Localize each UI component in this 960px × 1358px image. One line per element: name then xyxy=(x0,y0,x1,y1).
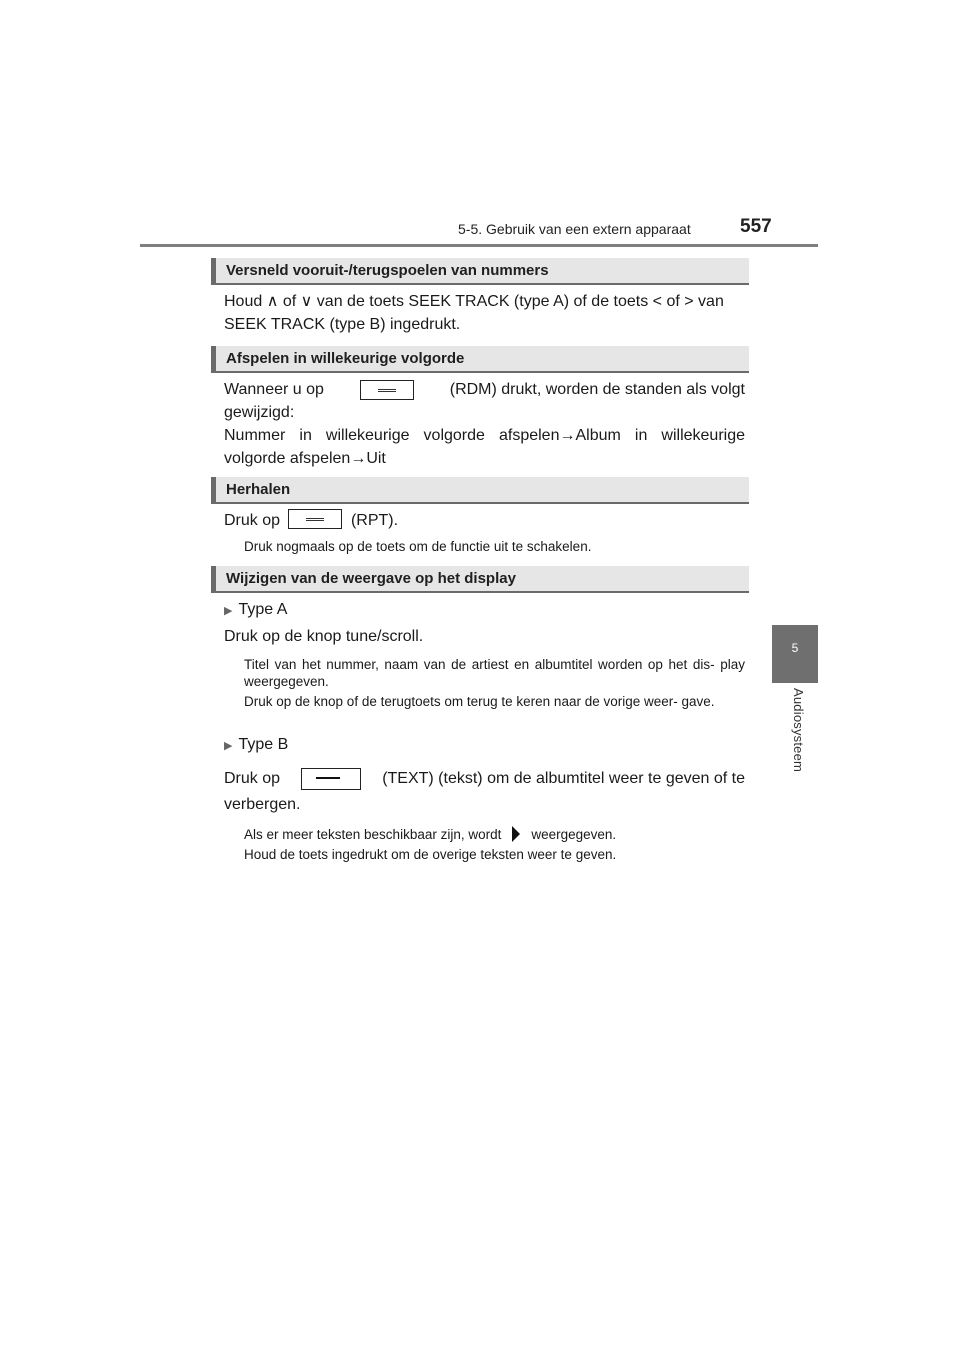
section-header-display xyxy=(211,566,749,593)
paragraph-fast-forward xyxy=(224,290,745,336)
text-line: Nummer in willekeurige volgorde afspelen→Album in willekeurige xyxy=(224,427,745,444)
chapter-label: Audiosysteem xyxy=(791,688,806,773)
text-segment: weergegeven. xyxy=(531,827,617,842)
text-segment: Druk op xyxy=(224,770,281,787)
text-segment: (TEXT) (tekst) om de albumtitel weer te geven of te xyxy=(382,770,745,787)
paragraph-random xyxy=(224,378,745,470)
text-line: Houd ∧ of ∨ van de toets SEEK TRACK (type A) of de toets < of > van xyxy=(224,293,724,310)
note-hold-button: Houd de toets ingedrukt om de overige teksten weer te geven. xyxy=(244,847,617,862)
text-segment: Als er meer teksten beschikbaar zijn, wordt xyxy=(244,827,502,842)
text-line: gewijzigd: xyxy=(224,404,295,421)
text-segment: Wanneer u op xyxy=(224,381,324,398)
section-title: Herhalen xyxy=(226,481,291,498)
page-number: 557 xyxy=(740,216,772,237)
section-title: Wijzigen van de weergave op het display xyxy=(226,570,516,587)
type-a-note-1: Titel van het nummer, naam van de artiest en albumtitel worden op het dis- play weergegeven. xyxy=(244,657,745,689)
section-header-fast-forward xyxy=(211,258,749,285)
triangle-bullet-icon: ▶ xyxy=(224,740,233,752)
rdm-button-icon xyxy=(360,380,414,400)
text-line: volgorde afspelen→Uit xyxy=(224,450,386,467)
type-a-note-2: Druk op de knop of de terugtoets om terug te keren naar de vorige weer- gave. xyxy=(244,694,715,709)
header-divider xyxy=(140,244,818,247)
text-button-icon xyxy=(301,768,361,790)
paragraph-text-button xyxy=(224,767,745,816)
text-segment: Druk op xyxy=(224,512,281,529)
note-more-text xyxy=(244,824,745,844)
text-line: SEEK TRACK (type B) ingedrukt. xyxy=(224,316,461,333)
section-header-repeat xyxy=(211,477,749,504)
text-segment: (RPT). xyxy=(350,512,399,529)
type-a-instruction: Druk op de knop tune/scroll. xyxy=(224,628,424,645)
section-title: Versneld vooruit-/terugspoelen van nummers xyxy=(226,262,549,279)
type-label: Type B xyxy=(238,736,289,753)
chapter-number: 5 xyxy=(791,641,799,655)
note-repeat: Druk nogmaals op de toets om de functie uit te schakelen. xyxy=(244,539,592,554)
section-header-random xyxy=(211,346,749,373)
type-b-heading xyxy=(224,733,745,758)
rpt-button-icon xyxy=(288,509,342,529)
paragraph-repeat xyxy=(224,509,745,532)
triangle-bullet-icon: ▶ xyxy=(224,605,233,617)
type-label: Type A xyxy=(238,601,288,618)
text-segment: (RDM) drukt, worden de standen als volgt xyxy=(449,381,745,398)
text-line: verbergen. xyxy=(224,796,301,813)
type-a-heading xyxy=(224,598,745,623)
next-arrow-icon xyxy=(509,824,523,844)
section-title: Afspelen in willekeurige volgorde xyxy=(226,350,465,367)
section-heading: 5-5. Gebruik van een extern apparaat xyxy=(458,221,691,237)
